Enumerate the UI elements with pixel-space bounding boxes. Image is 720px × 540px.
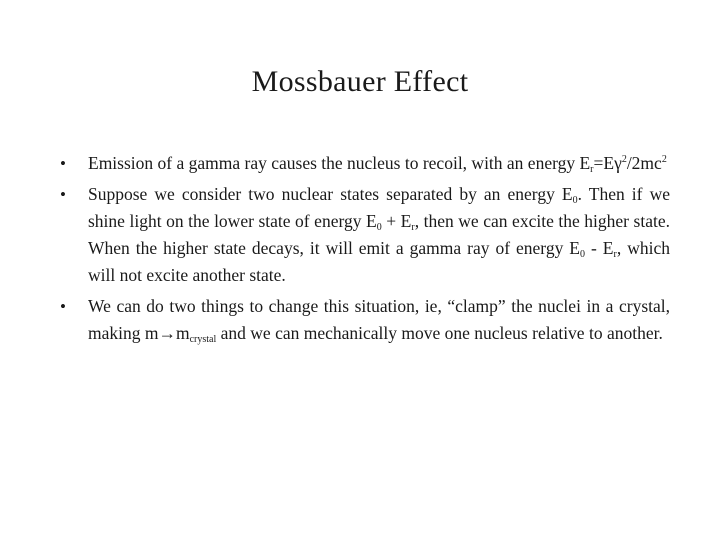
bullet-text: and we can mechanically move one nucleus relative to another. [216,323,663,343]
arrow-right-icon: → [158,323,176,343]
bullet-recoil-energy [60,150,670,177]
bullet-text: - E [585,238,614,258]
gamma-symbol: γ [614,153,622,173]
slide-title: Mossbauer Effect [251,65,469,98]
bullet-dot: • [60,185,66,204]
bullet-text: , which will not excite another state. [88,238,670,285]
superscript: 2 [661,154,667,165]
subscript: r [411,222,415,233]
subscript: 0 [376,222,382,233]
bullet-text: Suppose we consider two nuclear states separated by an energy E [88,184,573,204]
bullet-clamp-nuclei [60,293,670,347]
bullet-nuclear-states [60,181,670,289]
bullet-text: , then we can excite the higher state. When the higher state decays, it will emit a gamma ray of energy E [88,211,670,258]
bullet-text: . Then if we shine light on the lower state of energy E [88,184,670,231]
bullet-text: We can do two things to change this situation, ie, “clamp” the nuclei in a crystal, making m [88,296,670,343]
bullet-text: =E [593,153,615,173]
subscript: 0 [572,195,578,206]
bullet-text: Emission of a gamma ray causes the nucleus to recoil, with an energy E [88,153,591,173]
subscript: r [613,249,617,260]
subscript: r [590,164,594,175]
bullet-dot: • [60,154,66,173]
subscript: crystal [189,334,217,345]
bullet-list [60,150,670,351]
subscript: 0 [580,249,585,260]
bullet-text: /2mc [626,153,662,173]
bullet-dot: • [60,297,66,316]
bullet-text: + E [381,211,412,231]
bullet-text: m [175,323,190,343]
superscript: 2 [621,154,627,165]
